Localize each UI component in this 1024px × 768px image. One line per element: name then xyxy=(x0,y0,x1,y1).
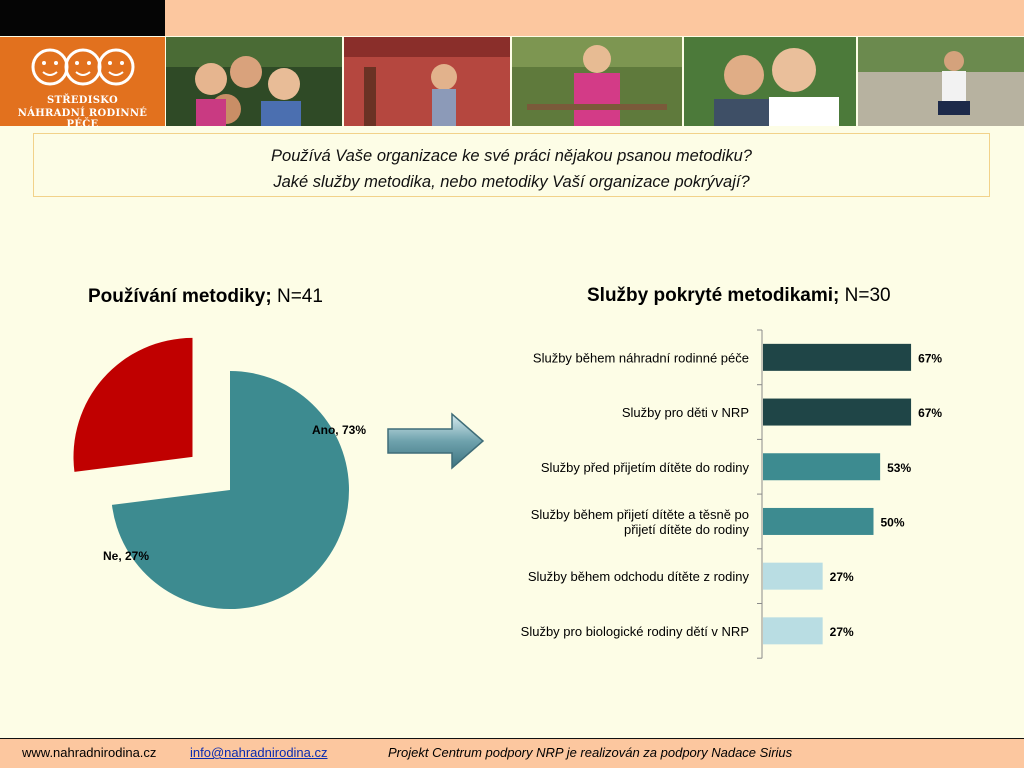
bar-1 xyxy=(763,344,911,371)
bar-4 xyxy=(763,508,874,535)
pie-slice-ne xyxy=(73,338,192,472)
bar-value-label: 50% xyxy=(880,515,905,530)
bar-2 xyxy=(763,399,911,426)
bar-6 xyxy=(763,617,823,644)
photo-girl-playground xyxy=(858,37,1024,126)
pie-title-n: N=41 xyxy=(276,286,323,307)
bar-title-bold: Služby pokryté metodikami; xyxy=(587,285,840,306)
bar-chart-title xyxy=(587,285,891,307)
bar-category-label: přijetí dítěte do rodiny xyxy=(623,521,749,537)
bar-category-label: Služby během náhradní rodinné péče xyxy=(532,350,749,366)
bar-value-label: 67% xyxy=(918,406,943,421)
bar-title-n: N=30 xyxy=(844,285,891,306)
footer-email-link[interactable]: info@nahradnirodina.cz xyxy=(190,745,328,760)
bar-value-label: 53% xyxy=(887,460,912,475)
pie-label-ano: Ano, 73% xyxy=(311,423,367,437)
arrow-right-icon xyxy=(386,412,486,470)
top-bar-dark xyxy=(0,0,165,36)
footer-website[interactable]: www.nahradnirodina.cz xyxy=(22,745,157,760)
bar-value-label: 27% xyxy=(829,624,854,639)
bar-chart xyxy=(490,320,970,665)
bar-category-label: Služby pro biologické rodiny dětí v NRP xyxy=(520,623,749,639)
photo-boy-forest xyxy=(512,37,682,126)
logo-line-2: NÁHRADNÍ RODINNÉ PÉČE xyxy=(17,108,148,130)
bar-category-label: Služby před přijetím dítěte do rodiny xyxy=(540,459,749,475)
photo-children-group xyxy=(166,37,342,126)
pie-label-ne: Ne, 27% xyxy=(102,549,150,563)
photo-two-boys xyxy=(684,37,856,126)
bar-value-label: 67% xyxy=(918,351,943,366)
bar-5 xyxy=(763,563,823,590)
logo-faces-icon xyxy=(0,37,165,92)
top-bar-orange xyxy=(165,0,1024,36)
logo xyxy=(0,37,165,130)
logo-line-1: STŘEDISKO xyxy=(46,95,118,106)
question-box xyxy=(33,133,990,197)
bar-value-label: 27% xyxy=(829,570,854,585)
question-line-2: Jaké služby metodika, nebo metodiky Vaší organizace pokrývají? xyxy=(273,173,750,191)
footer-project-text: Projekt Centrum podpory NRP je realizován za podpory Nadace Sirius xyxy=(388,745,793,760)
pie-chart-title xyxy=(88,286,323,308)
bar-category-label: Služby během odchodu dítěte z rodiny xyxy=(527,569,749,585)
pie-chart xyxy=(60,330,390,650)
bar-3 xyxy=(763,453,880,480)
question-line-1: Používá Vaše organizace ke své práci nějakou psanou metodiku? xyxy=(271,147,752,165)
footer xyxy=(0,738,1024,768)
pie-title-bold: Používání metodiky; xyxy=(88,286,272,307)
photo-girl-tent xyxy=(344,37,510,126)
bar-category-label: Služby pro děti v NRP xyxy=(621,405,749,421)
bar-category-label: Služby během přijetí dítěte a těsně po xyxy=(530,506,749,522)
